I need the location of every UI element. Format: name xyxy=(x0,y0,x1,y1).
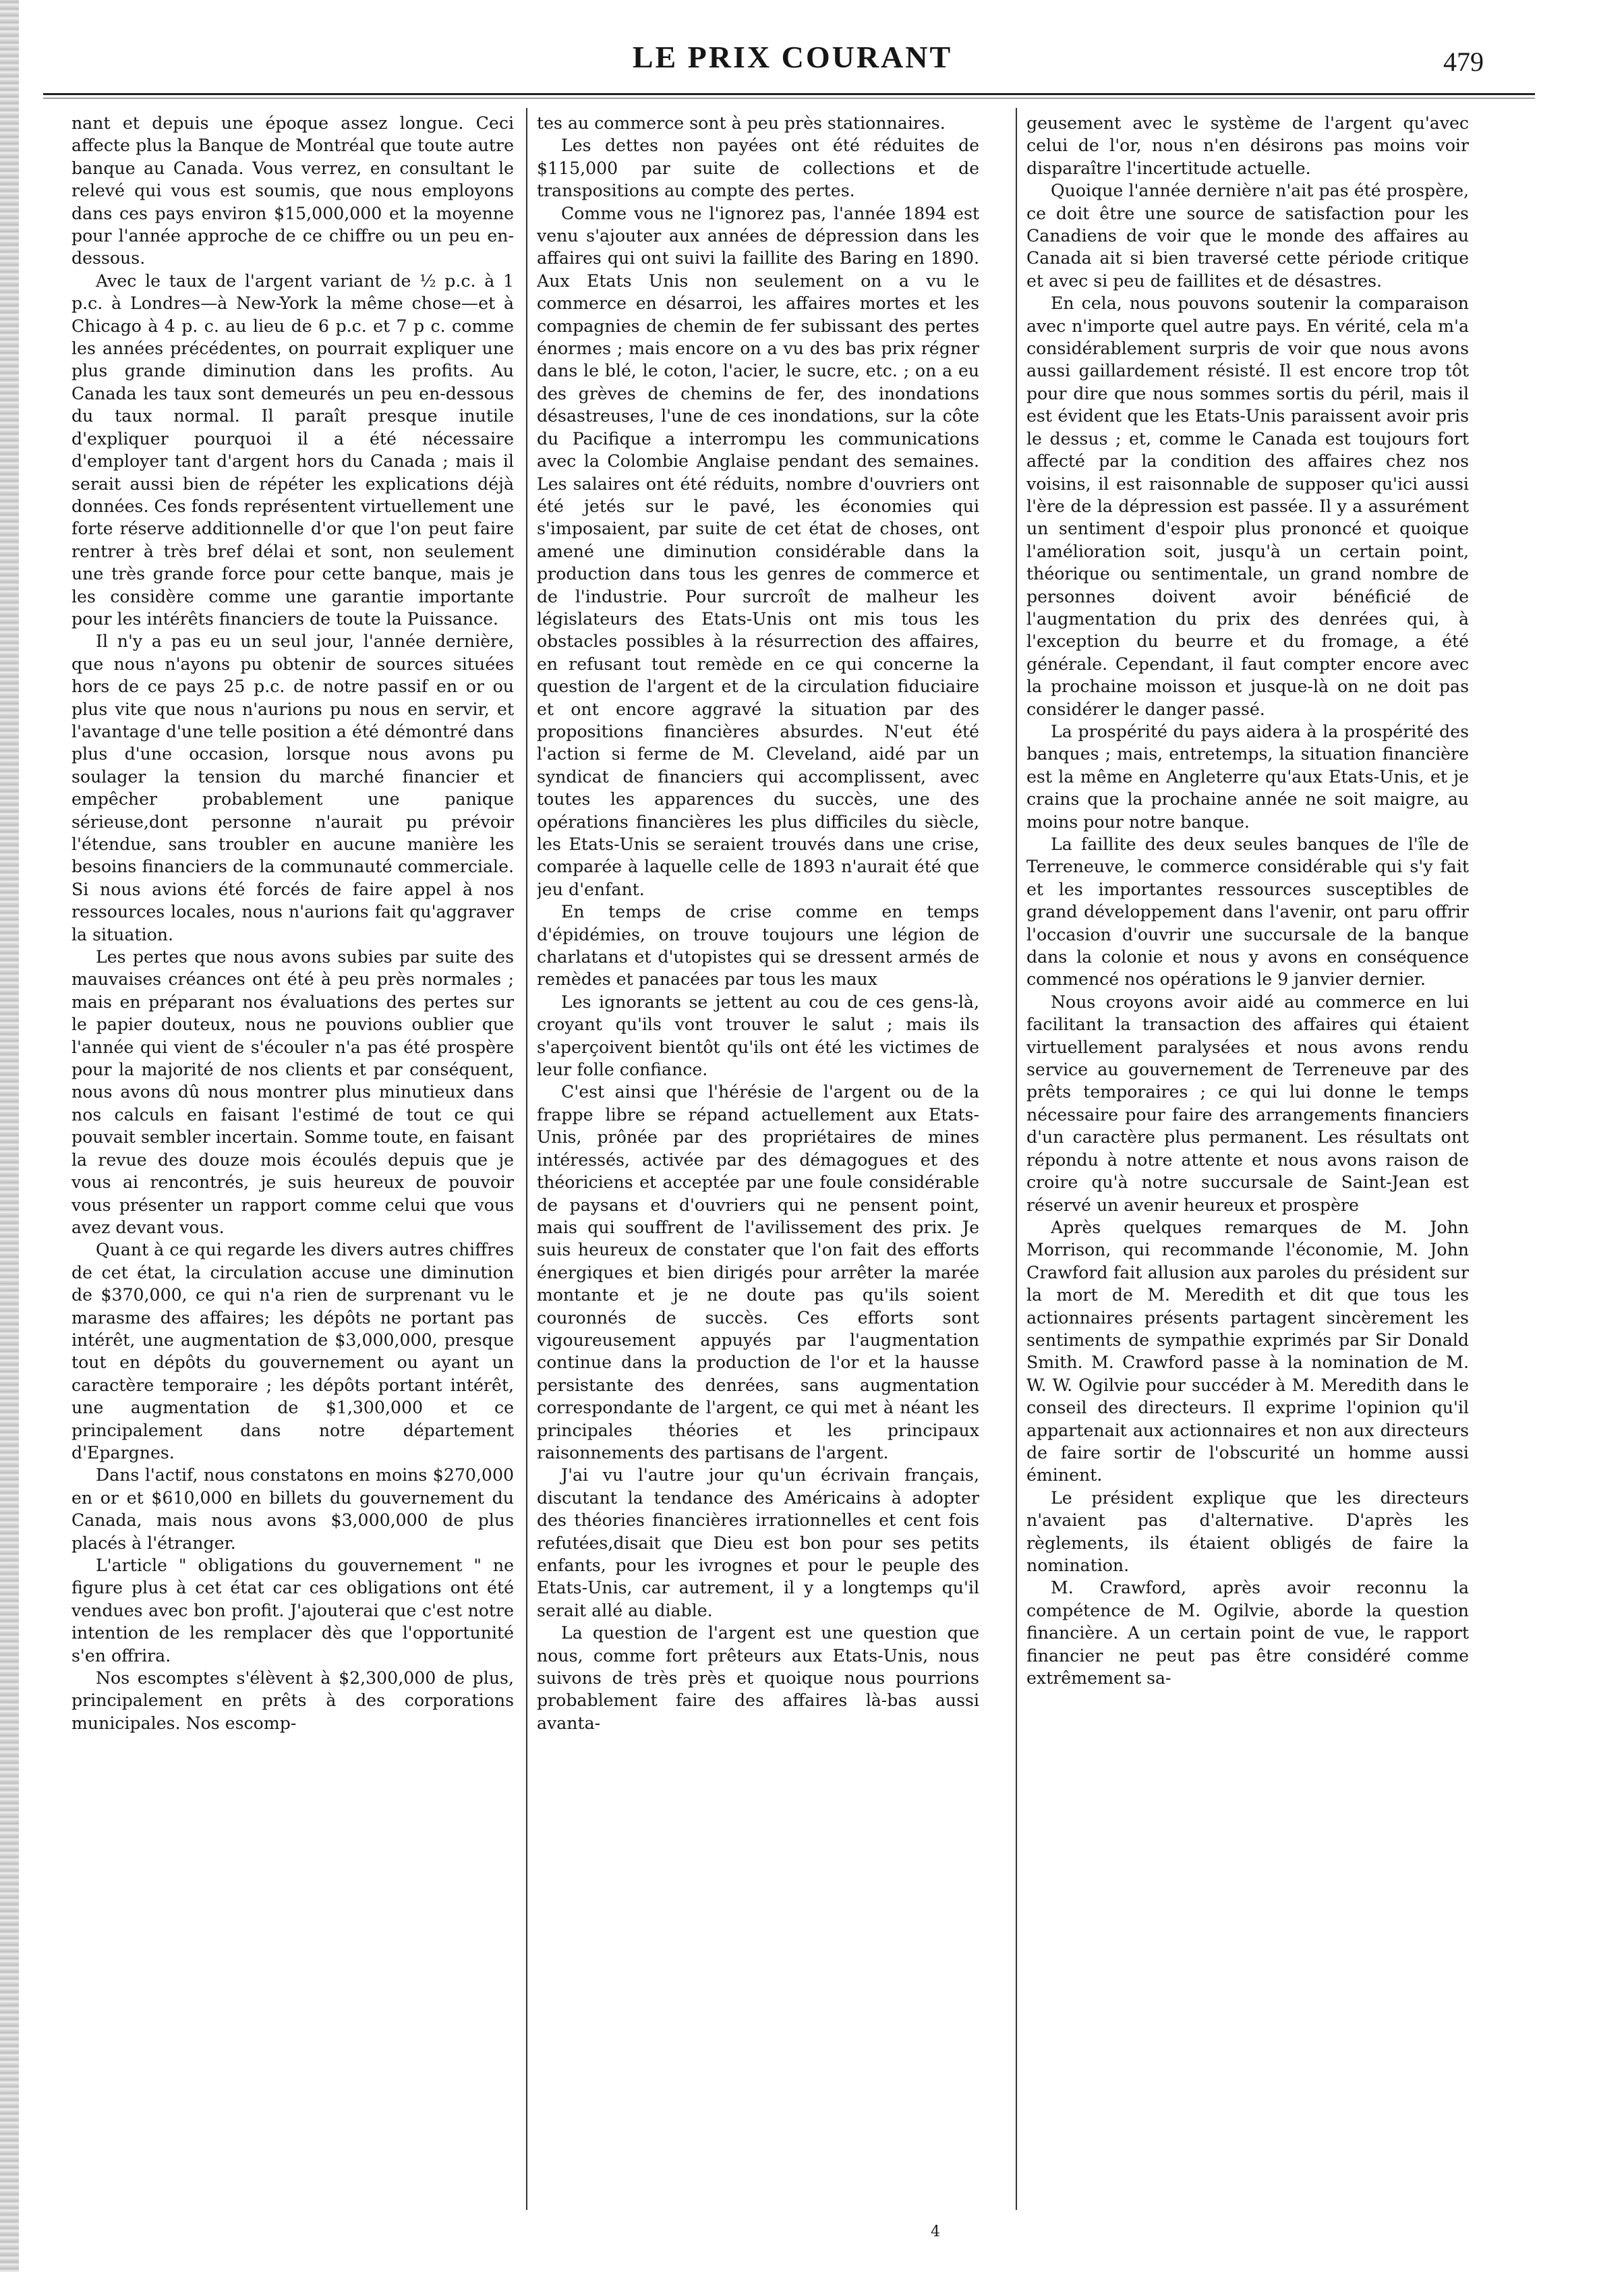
paragraph: Quant à ce qui regarde les divers autres chiffres de cet état, la circulation accuse une diminution de $370,000, ce qui n'a rien de surprenant vu le marasme des affaires; les dépôts ne portant pas intérêt, une augmentation de $3,000,000, presque tout en dépôts du gouvernement ou ayant un caractère temporaire ; les dépôts portant intérêt, une augmentation de $1,300,000 et ce principalement dans notre département d'Epargnes. xyxy=(71,1240,514,1462)
header-rule xyxy=(43,93,1535,98)
paragraph: C'est ainsi que l'hérésie de l'argent ou de la frappe libre se répand actuellement aux Etats-Unis, prônée par des propriétaires de mines intéressés, activée par des démagogues et des théoriciens et acceptée par une foule considérable de paysans et d'ouvriers qui ne pensent point, mais qui souffrent de l'avilissement des prix. Je suis heureux de constater que l'on fait des efforts énergiques et bien dirigés pour arrêter la marée montante et je ne doute pas qu'ils soient couronnés de succès. Ces efforts sont vigoureusement appuyés par l'augmentation continue dans la production de l'or et la hausse persistante des denrées, sans augmentation correspondante de l'argent, ce qui met à néant les principales théories et les principaux raisonnements des partisans de l'argent. xyxy=(537,1082,979,1462)
paragraph: Nos escomptes s'élèvent à $2,300,000 de plus, principalement en prêts à des corporations municipales. Nos escomp- xyxy=(71,1668,514,1733)
column-divider xyxy=(1016,108,1017,2210)
paragraph: En temps de crise comme en temps d'épidémies, on trouve toujours une légion de charlatans et d'utopistes qui se dressent armés de remèdes et panacées par tous les maux xyxy=(537,902,979,990)
paragraph: nant et depuis une époque assez longue. Ceci affecte plus la Banque de Montréal que toute autre banque au Canada. Vous verrez, en consultant le relevé qui vous est soumis, que nous employons dans ces pays environ $15,000,000 et la moyenne pour l'année approche de ce chiffre ou un peu en-dessous. xyxy=(71,113,514,268)
paragraph: tes au commerce sont à peu près stationnaires. xyxy=(537,113,946,133)
paragraph: La question de l'argent est une question que nous, comme fort prêteurs aux Etats-Unis, nous suivons de très près et quoique nous pourrions probablement faire des affaires là-bas aussi avanta- xyxy=(537,1623,979,1733)
paragraph: La faillite des deux seules banques de l'île de Terreneuve, le commerce considérable qui s'y fait et les importantes ressources susceptibles de grand développement dans l'avenir, ont paru offrir l'occasion d'ouvrir une succursale de la banque dans la colonie et nous y avons en conséquence commencé nos opérations le 9 janvier dernier. xyxy=(1026,834,1469,990)
column-divider xyxy=(526,108,527,2210)
paragraph: En cela, nous pouvons soutenir la comparaison avec n'importe quel autre pays. En vérité, cela m'a considérablement surpris de voir que nous avons aussi gaillardement résisté. Il est encore trop tôt pour dire que nous sommes sortis du péril, mais il est évident que les Etats-Unis paraissent avoir pris le dessus ; et, comme le Canada est toujours fort affecté par la condition des affaires chez nos voisins, il est raisonnable de supposer qu'ici aussi l'ère de la dépression est passée. Il y a assurément un sentiment d'espoir plus prononcé et quoique l'amélioration soit, jusqu'à un certain point, théorique ou sentimentale, un grand nombre de personnes doivent avoir bénéficié de l'augmentation du prix des denrées qui, à l'exception du beurre et du fromage, a été générale. Cependant, il faut compter encore avec la prochaine moisson et jusque-là on ne doit pas considérer le danger passé. xyxy=(1026,293,1469,719)
paragraph: Nous croyons avoir aidé au commerce en lui facilitant la transaction des affaires qui étaient virtuellement paralysées et nous avons rendu service au gouvernement de Terreneuve par des prêts temporaires ; ce qui lui donne le temps nécessaire pour faire des arrangements financiers d'un caractère plus permanent. Les résultats ont répondu à notre attente et nous avons raison de croire qu'à notre succursale de Saint-Jean est réservé un avenir heureux et prospère xyxy=(1026,992,1469,1215)
paragraph: Comme vous ne l'ignorez pas, l'année 1894 est venu s'ajouter aux années de dépression dans les affaires qui ont suivi la faillite des Baring en 1890. Aux Etats Unis non seulement on a vu le commerce en désarroi, les affaires mortes et les compagnies de chemin de fer subissant des pertes énormes ; mais encore on a vu des bas prix régner dans le blé, le coton, l'acier, le sucre, etc. ; on a eu des grèves de chemins de fer, des inondations désastreuses, l'une de ces inondations, sur la côte du Pacifique a interrompu les communications avec la Colombie Anglaise pendant des semaines. Les salaires ont été réduits, nombre d'ouvriers ont été jetés sur le pavé, les économies qui s'imposaient, par suite de cet état de choses, ont amené une diminution considérable dans la production dans tous les genres de commerce et de l'industrie. Pour surcroît de malheur les législateurs des Etats-Unis ont mis tous les obstacles possibles à la résurrection des affaires, en refusant tout remède en ce qui concerne la question de l'argent et de la circulation fiduciaire et ont encore aggravé la situation par des propositions financières absurdes. N'eut été l'action si ferme de M. Cleveland, aidé par un syndicat de financiers qui accomplissent, avec toutes les apparences du succès, une des opérations financières les plus difficiles du siècle, les Etats-Unis se seraient trouvés dans une crise, comparée à laquelle celle de 1893 n'aurait été que jeu d'enfant. xyxy=(537,203,979,899)
publication-title: LE PRIX COURANT xyxy=(632,40,953,74)
paragraph: geusement avec le système de l'argent qu'avec celui de l'or, nous n'en désirons pas moins voir disparaître l'incertitude actuelle. xyxy=(1026,113,1469,178)
paragraph: La prospérité du pays aidera à la prospérité des banques ; mais, entretemps, la situation financière est la même en Angleterre qu'aux Etats-Unis, et je crains que la prochaine année ne soit maigre, au moins pour notre banque. xyxy=(1026,721,1469,832)
paragraph: J'ai vu l'autre jour qu'un écrivain français, discutant la tendance des Américains à adopter des théories financières irrationnelles et cent fois refutées,disait que Dieu est bon pour ses petits enfants, pour les ivrognes et pour le peuple des Etats-Unis, car autrement, il y a longtemps qu'il serait allé au diable. xyxy=(537,1465,979,1620)
paragraph: L'article " obligations du gouvernement " ne figure plus à cet état car ces obligations ont été vendues avec bon profit. J'ajouterai que c'est notre intention de les remplacer dès que l'opportunité s'en offrira. xyxy=(71,1556,514,1666)
page-number: 479 xyxy=(1443,47,1484,77)
text-column-2 xyxy=(537,112,979,2210)
paragraph: Les ignorants se jettent au cou de ces gens-là, croyant qu'ils vont trouver le salut ; mais ils s'aperçoivent bientôt qu'ils ont été les victimes de leur folle confiance. xyxy=(537,992,979,1080)
paragraph: Quoique l'année dernière n'ait pas été prospère, ce doit être une source de satisfaction pour les Canadiens de voir que le monde des affaires au Canada ait si bien traversé cette période critique et avec si peu de faillites et de désastres. xyxy=(1026,181,1469,291)
text-column-3 xyxy=(1026,112,1469,2210)
paragraph: Les pertes que nous avons subies par suite des mauvaises créances ont été à peu près normales ; mais en préparant nos évaluations des pertes sur le papier douteux, nous ne pouvions oublier que l'année qui vient de s'écouler n'a pas été prospère pour la majorité de nos clients et par conséquent, nous avons dû nous montrer plus minutieux dans nos calculs en faisant l'estimé de tout ce qui pouvait sembler incertain. Somme toute, en faisant la revue des douze mois écoulés depuis que je vous ai rencontrés, je suis heureux de pouvoir vous présenter un rapport comme celui que vous avez devant vous. xyxy=(71,947,514,1237)
text-column-1 xyxy=(71,112,514,2210)
paragraph: Avec le taux de l'argent variant de ½ p.c. à 1 p.c. à Londres—à New-York la même chose—et à Chicago à 4 p. c. au lieu de 6 p.c. et 7 p c. comme les années précédentes, on pourrait expliquer une plus grande diminution dans les profits. Au Canada les taux sont demeurés un peu en-dessous du taux normal. Il paraît presque inutile d'expliquer pourquoi il a été nécessaire d'employer tant d'argent hors du Canada ; mais il serait aussi bien de répéter les explications déjà données. Ces fonds représentent virtuellement une forte réserve additionnelle d'or que l'on peut faire rentrer à très bref délai et sont, non seulement une très grande force pour cette banque, mais je les considère comme une garantie importante pour les intérêts financiers de toute la Puissance. xyxy=(71,271,514,629)
paragraph: Le président explique que les directeurs n'avaient pas d'alternative. D'après les règlements, ils étaient obligés de faire la nomination. xyxy=(1026,1487,1469,1575)
paragraph: Après quelques remarques de M. John Morrison, qui recommande l'économie, M. John Crawford fait allusion aux paroles du président sur la mort de M. Meredith et dit que tous les actionnaires présents partagent sincèrement les sentiments de sympathie exprimés par Sir Donald Smith. M. Crawford passe à la nomination de M. W. W. Ogilvie pour succéder à M. Meredith dans le conseil des directeurs. Il exprime l'opinion qu'il appartenait aux actionnaires et non aux directeurs de faire sortir de l'obscurité un homme aussi éminent. xyxy=(1026,1217,1469,1485)
footer-mark: 4 xyxy=(931,2223,940,2240)
paragraph: Dans l'actif, nous constatons en moins $270,000 en or et $610,000 en billets du gouvernement du Canada, mais nous avons $3,000,000 de plus placés à l'étranger. xyxy=(71,1465,514,1553)
page-header xyxy=(101,39,1484,86)
paragraph: M. Crawford, après avoir reconnu la compétence de M. Ogilvie, aborde la question financière. A un certain point de vue, le rapport financier ne peut pas être considéré comme extrêmement sa- xyxy=(1026,1578,1469,1688)
binding-edge xyxy=(0,0,19,2272)
paragraph: Il n'y a pas eu un seul jour, l'année dernière, que nous n'ayons pu obtenir de sources situées hors de ce pays 25 p.c. de notre passif en or ou plus vite que nous n'aurions pu nous en servir, et l'avantage d'une telle position a été démontré dans plus d'une occasion, lorsque nous avons pu soulager la tension du marché financier et empêcher probablement une panique sérieuse,dont personne n'aurait pu prévoir l'étendue, sans troubler en aucune manière les besoins financiers de la communauté commerciale. Si nous avions été forcés de faire appel à nos ressources locales, nous n'aurions fait qu'aggraver la situation. xyxy=(71,631,514,944)
paragraph: Les dettes non payées ont été réduites de $115,000 par suite de collections et de transpositions au compte des pertes. xyxy=(537,136,979,201)
